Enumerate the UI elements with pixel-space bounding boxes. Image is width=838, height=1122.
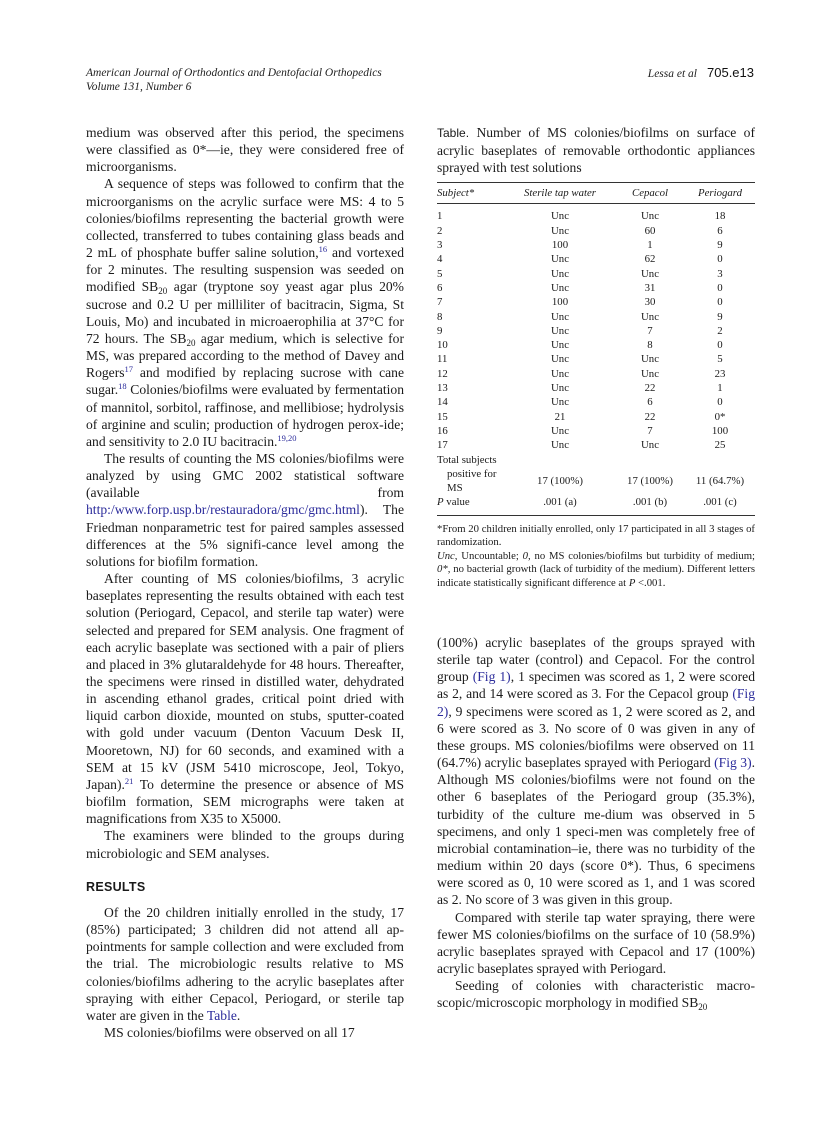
table-cell: Unc (641, 267, 659, 280)
col-header-subject: Subject* (437, 183, 505, 204)
results-table (437, 182, 755, 515)
table-cell: Unc (551, 439, 569, 452)
table-label: Table. (437, 126, 470, 140)
table-row (437, 338, 755, 352)
table-cell: Unc (551, 367, 569, 380)
paragraph-sem-prep: After counting of MS colonies/biofilms, 3 acrylic baseplates representing the results obtained with each test solution (Periogard, Cepacol, and sterile tap water) were selected and prepared for SEM analysis. One fragment of each acrylic baseplate was sectioned with a pair of pliers and placed in 3% glutaraldehyde for 48 hours. Thereafter, the specimens were rinsed in distilled water, dehydrated in ascending ethanol grades, critical point dried with liquid carbon dioxide, mounted on stubs, sputter-coated with gold under vacuum (Denton Vacuum Desk II, Mooretown, NJ) for 60 seconds, and examined with a SEM at 15 kV (JSM 5410 microscope, Jeol, Tokyo, Japan).$^{21}$ To determine the presence or absence of MS biofilm formation, SEM micrographs were taken at magnifications from X35 to X5000. (86, 571, 404, 827)
right-column (437, 634, 755, 1011)
table-cell: Unc (641, 353, 659, 366)
citation-link[interactable]: 19,20 (277, 432, 297, 443)
table-cell: 16 (437, 424, 448, 437)
table-cell: 14 (437, 396, 448, 409)
paragraph-results: Of the 20 children initially enrolled in the study, 17 (85%) participated; 3 children did not attend all ap-pointments for sample collection and were excluded from the trial. The microbiologic results relative to MS colonies/biofilms adhering to the acrylic baseplates after spraying with either Cepacol, Periogard, or sterile tap water are given in the Table. (86, 904, 404, 1023)
author-name: Lessa et al (647, 68, 697, 80)
pvalue-cell: .001 (c) (703, 496, 737, 509)
citation-link[interactable]: 17 (124, 364, 134, 375)
table-cell: 2 (437, 224, 443, 237)
table-cell: 22 (644, 410, 656, 423)
pvalue-cell: .001 (a) (543, 496, 577, 509)
table-cell: 0 (717, 281, 723, 294)
total-cell: 17 (100%) (537, 474, 583, 487)
table-row (437, 281, 755, 295)
table-cell: Unc (551, 224, 569, 237)
table-cell: 5 (437, 267, 443, 280)
col-header-periogard: Periogard (685, 183, 755, 204)
table-row (437, 438, 755, 452)
paragraph-blinding: The examiners were blinded to the groups during microbiologic and SEM analyses. (86, 828, 404, 861)
table-cell: 13 (437, 382, 448, 395)
page-number: 705.e13 (707, 65, 754, 80)
table-cell: 8 (437, 310, 443, 323)
table-cell: Unc (551, 267, 569, 280)
running-header (86, 66, 754, 94)
table-cell: Unc (551, 324, 569, 337)
table-row (437, 310, 755, 324)
table-footnotes (437, 523, 755, 591)
table-cell: 100 (551, 239, 569, 252)
table-cell: 100 (711, 424, 729, 437)
table-cell: 6 (647, 396, 653, 409)
table-cell: 4 (437, 253, 443, 266)
table-cell: 9 (717, 310, 723, 323)
table-cell: 8 (647, 339, 653, 352)
figure-link-1[interactable]: (Fig 1) (472, 669, 511, 685)
total-cell: 11 (64.7%) (695, 474, 745, 487)
table-cell: Unc (551, 339, 569, 352)
table-header-row (437, 183, 755, 204)
table-cell: 5 (717, 353, 723, 366)
table-cell: 7 (647, 424, 653, 437)
table-row (437, 352, 755, 366)
journal-volume: Volume 131, Number 6 (86, 81, 192, 93)
total-label: positive for MS (447, 467, 497, 495)
table-row-totals (437, 467, 755, 496)
citation-link[interactable]: 21 (124, 775, 134, 786)
table-row (437, 238, 755, 252)
table-cell: 6 (437, 281, 443, 294)
table-cell: 9 (717, 239, 723, 252)
table-cell: 1 (647, 239, 653, 252)
table-cell: 25 (714, 439, 726, 452)
paragraph: MS colonies/biofilms were observed on all 17 (104, 1024, 355, 1040)
table-link[interactable]: Table (206, 1007, 237, 1023)
table-cell: Unc (551, 253, 569, 266)
table-cell: 12 (437, 367, 448, 380)
col-header-sterile-tap-water: Sterile tap water (505, 183, 615, 204)
figure-link-3[interactable]: (Fig 3) (714, 755, 752, 771)
table-row (437, 324, 755, 338)
col-header-cepacol: Cepacol (615, 183, 685, 204)
left-column (86, 124, 404, 1041)
pvalue-label: P value (437, 496, 470, 509)
table-cell: 2 (717, 324, 723, 337)
table-cell: 11 (437, 353, 448, 366)
table-cell: 21 (554, 410, 566, 423)
paragraph: medium was observed after this period, the specimens were classified as 0*—ie, they were considered free of microorganisms. (86, 125, 404, 175)
table-cell: 23 (714, 367, 726, 380)
table-cell: 7 (647, 324, 653, 337)
section-heading-results: RESULTS (86, 879, 146, 894)
table-caption: Table. Number of MS colonies/biofilms on surface of acrylic baseplates of removable orthodontic appliances sprayed with test solutions (437, 125, 755, 176)
table-cell: 17 (437, 439, 448, 452)
table-cell: 18 (714, 210, 726, 223)
table-cell: Unc (551, 353, 569, 366)
header-right (648, 66, 754, 81)
table-row (437, 381, 755, 395)
table-cell: 6 (717, 224, 723, 237)
citation-link[interactable]: 18 (118, 381, 127, 392)
table-cell: 0* (714, 410, 726, 423)
table-cell: 7 (437, 296, 443, 309)
software-url-link[interactable]: http:/www.forp.usp.br/restauradora/gmc/gmc.html (86, 502, 360, 518)
table-cell: 9 (437, 324, 443, 337)
paragraph-comparison: Compared with sterile tap water spraying, there were fewer MS colonies/biofilms on the surface of 10 (58.9%) acrylic baseplates sprayed with Cepacol and 17 (100%) acrylic baseplates sprayed with Periogard. (437, 909, 755, 976)
table-row (437, 252, 755, 266)
table-cell: 0 (717, 253, 723, 266)
table-row (437, 367, 755, 381)
table-row (437, 224, 755, 238)
table-cell: Unc (641, 439, 659, 452)
total-label: Total subjects (437, 453, 497, 466)
table-row (437, 267, 755, 281)
paragraph-statistics: The results of counting the MS colonies/biofilms were analyzed by using GMC 2002 statistical software (available from http:/www.forp.usp.br/restauradora/gmc/gmc.html). The Friedman nonparametric test for paired samples assessed differences at the 5% signifi-cance level among the solutions for biofilm formation. (86, 450, 404, 569)
paragraph-seeding: Seeding of colonies with characteristic macro-scopic/microscopic morphology in modified $SB_{20}$ (437, 978, 755, 1013)
figure-link-2[interactable]: (Fig 2) (437, 686, 755, 719)
table-cell: Unc (551, 210, 569, 223)
table-cell: 0 (717, 296, 723, 309)
table-cell: 3 (437, 239, 443, 252)
table-row (437, 424, 755, 438)
table-cell: 22 (644, 382, 656, 395)
table-cell: Unc (551, 382, 569, 395)
pvalue-cell: .001 (b) (632, 496, 668, 509)
table-row-pvalue (437, 495, 755, 515)
footnote-legend: Unc, Uncountable; 0, no MS colonies/biofilms but turbidity of medium; 0*, no bacterial growth (lack of turbidity of the medium). Different letters indicate statistically significant difference at P <.001. (437, 549, 756, 590)
table-cell: Unc (551, 396, 569, 409)
table-row (437, 410, 755, 424)
journal-title: American Journal of Orthodontics and Dentofacial Orthopedics (86, 67, 382, 79)
table-cell: 3 (717, 267, 723, 280)
table-cell: 100 (551, 296, 569, 309)
table-cell: 1 (437, 210, 443, 223)
table-cell: Unc (641, 210, 659, 223)
table-row-total-label (437, 453, 755, 467)
table-cell: 0 (717, 396, 723, 409)
table-cell: 10 (437, 339, 448, 352)
citation-link[interactable]: 16 (318, 244, 328, 255)
table-cell: 15 (437, 410, 448, 423)
paragraph-ms-confirmation: A sequence of steps was followed to confirm that the microorganisms on the acrylic surface were MS: 4 to 5 colonies/biofilms representing the bacterial growth were collected, transferred to tubes containing glass beads and 2 mL of phosphate buffer saline solution,$^{16}$ and vortexed for 2 minutes. The resulting suspension was seeded on modified $SB_{20}$ agar (tryptone soy yeast agar plus 20% sucrose and 0.2 U per milliliter of bacitracin, Sigma, St Louis, Mo) and incubated in microaerophilia at 37°C for 72 hours. The $SB_{20}$ agar medium, which is selective for MS, was prepared according to the method of Davey and Rogers$^{17}$ and modified by replacing sucrose with cane sugar.$^{18}$ Colonies/biofilms were evaluated by fermentation of mannitol, sorbitol, raffinose, and mellibiose; hydrolysis of arginine and sculin; production of hydrogen perox-ide; and sensitivity to 2.0 IU bacitracin.$^{19,20}$ (86, 176, 404, 449)
table-row (437, 295, 755, 309)
table-cell: 31 (644, 281, 656, 294)
table-cell: 60 (644, 224, 656, 237)
table-cell: Unc (641, 367, 659, 380)
table-cell: Unc (641, 310, 659, 323)
table-cell: 30 (644, 296, 656, 309)
footnote: *From 20 children initially enrolled, only 17 participated in all 3 stages of randomization. (437, 522, 755, 549)
table-cell: 1 (717, 382, 723, 395)
table-cell: Unc (551, 310, 569, 323)
table-cell: 62 (644, 253, 656, 266)
table-cell: 0 (717, 339, 723, 352)
table-row (437, 395, 755, 409)
total-cell: 17 (100%) (627, 474, 673, 487)
results-table-block (437, 124, 755, 591)
table-cell: Unc (551, 281, 569, 294)
paragraph-group-scores: (100%) acrylic baseplates of the groups sprayed with sterile tap water (control) and Cepacol. For the control group (Fig 1), 1 specimen was scored as 1, 2 were scored as 2, and 14 were scored as 3. For the Cepacol group (Fig 2), 9 specimens were scored as 1, 2 were scored as 2, and 6 were scored as 3. No score of 0 was given in any of these groups. MS colonies/biofilms were observed on 11 (64.7%) acrylic baseplates sprayed with Periogard (Fig 3). Although MS colonies/biofilms were not found on the other 6 baseplates of the Periogard group (35.3%), turbidity of the culture me-dium was observed in 5 specimens, and only 1 speci-men was completely free of microbial contamination–ie, there was no turbidity of the medium within 20 days (score 0*). Thus, 6 specimens were scored as 0, 10 were scored as 1, and 1 was scored as 2. No score of 3 was given in this group. (437, 635, 756, 908)
table-row (437, 204, 755, 224)
table-cell: Unc (551, 424, 569, 437)
